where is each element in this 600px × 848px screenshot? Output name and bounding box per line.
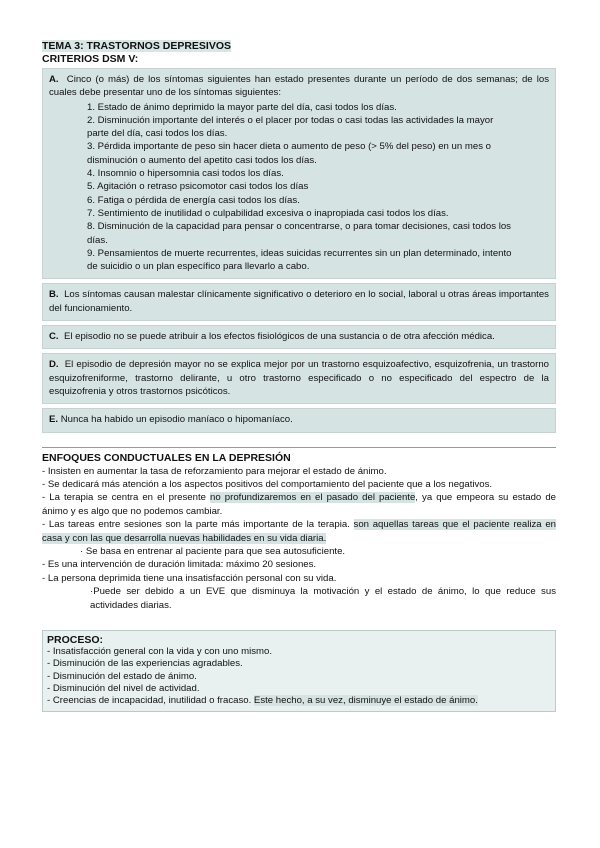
proceso-item: - Disminución del estado de ánimo. (47, 670, 197, 682)
proceso-text: - Creencias de incapacidad, inutilidad o fracaso. (47, 695, 254, 707)
proceso-item: - Disminución del nivel de actividad. (47, 682, 200, 694)
symptom-item: 3. Pérdida importante de peso sin hacer dieta o aumento de peso (> 5% del peso) en un mes o disminución o aumento del apetito casi todos los días. (87, 141, 491, 166)
symptom-item: 7. Sentimiento de inutilidad o culpabilidad excesiva o inapropiada casi todos los días. (87, 207, 449, 219)
criterion-b-letter: B. (49, 289, 59, 301)
criterion-d-text: El episodio de depresión mayor no se explica mejor por un trastorno esquizoafectivo, esquizofrenia, un trastorno esquizofreniforme, trastorno delirante, u otro trastorno especificado o no especificado del espectro de la esquizofrenia y otros trastornos psicóticos. (49, 359, 549, 397)
proceso-heading: PROCESO: (47, 634, 104, 646)
symptom-item: 4. Insomnio o hipersomnia casi todos los días. (87, 168, 284, 180)
criterion-c-letter: C. (49, 331, 59, 343)
proceso-item: - Disminución de las experiencias agradables. (47, 658, 243, 670)
enfoques-point (42, 518, 556, 545)
enfoques-text: - Las tareas entre sesiones son la parte más importante de la terapia. (42, 519, 354, 531)
criteria-heading: CRITERIOS DSM V: (42, 53, 139, 65)
enfoques-point: - Se dedicará más atención a los aspectos positivos del comportamiento del paciente que a los negativos. (42, 478, 493, 490)
symptom-item: 2. Disminución importante del interés o el placer por todas o casi todas las actividades la mayor parte del día, casi todos los días. (87, 114, 494, 140)
symptom-item: 1. Estado de ánimo deprimido la mayor parte del día, casi todos los días. (87, 101, 397, 113)
symptom-item: 5. Agitación o retraso psicomotor casi todos los días (87, 181, 309, 193)
criterion-c-text: El episodio no se puede atribuir a los efectos fisiológicos de una sustancia o de otra afección médica. (63, 331, 495, 343)
symptom-item: 9. Pensamientos de muerte recurrentes, ideas suicidas recurrentes sin un plan determinado, intento de suicidio o un plan específico para llevarlo a cabo. (87, 247, 512, 273)
criterion-b (42, 283, 556, 321)
criterion-b-text: Los síntomas causan malestar clínicamente significativo o deterioro en lo social, laboral u otras áreas importantes del funcionamiento. (49, 289, 549, 314)
proceso-box (42, 630, 556, 712)
criterion-a (42, 68, 556, 279)
criterion-d-letter: D. (49, 359, 59, 371)
criterion-e-text: Nunca ha habido un episodio maníaco o hipomaníaco. (60, 414, 293, 426)
criterion-a-letter: A. (49, 74, 59, 85)
enfoques-point: - Insisten en aumentar la tasa de reforzamiento para mejorar el estado de ánimo. (42, 465, 387, 477)
symptom-list (49, 101, 517, 274)
enfoques-subpoint: · Se basa en entrenar al paciente para que sea autosuficiente. (80, 545, 346, 557)
title-text: TEMA 3: TRASTORNOS DEPRESIVOS (42, 40, 232, 52)
criterion-e (42, 408, 556, 432)
enfoques-point: - La persona deprimida tiene una insatisfacción personal con su vida. (42, 572, 337, 584)
criterion-e-letter: E. (49, 414, 59, 426)
document-title (42, 40, 556, 53)
criterion-a-text: Cinco (o más) de los síntomas siguientes han estado presentes durante un período de dos semanas; de los cuales debe presentar uno de los síntomas siguientes: (49, 74, 549, 99)
symptom-item: 8. Disminución de la capacidad para pensar o concentrarse, o para tomar decisiones, casi todos los días. (87, 221, 511, 246)
proceso-item: - Insatisfacción general con la vida y con uno mismo. (47, 646, 273, 657)
enfoques-subpoint: ·Puede ser debido a un EVE que disminuya la motivación y el estado de ánimo, lo que reduce sus actividades diarias. (90, 586, 556, 611)
enfoques-point (42, 491, 556, 518)
highlighted-text: Este hecho, a su vez, disminuye el estado de ánimo. (253, 695, 478, 707)
criterion-a-intro (49, 73, 549, 100)
document-page (42, 40, 556, 712)
section-divider (42, 447, 556, 448)
proceso-item (47, 695, 551, 707)
enfoques-text: - La terapia se centra en el presente (42, 492, 211, 504)
criterion-c (42, 325, 556, 349)
highlighted-text: no profundizaremos en el pasado del paciente (210, 492, 416, 504)
enfoques-text: , ya que empeora su estado de ánimo y es algo que no podemos cambiar. (42, 492, 556, 517)
symptom-item: 6. Fatiga o pérdida de energía casi todos los días. (87, 194, 300, 206)
highlighted-text: son aquellas tareas que el paciente realiza en casa y con las que desarrolla nuevas habilidades en su vida diaria. (42, 519, 556, 544)
criterion-d (42, 353, 556, 404)
enfoques-point: - Es una intervención de duración limitada: máximo 20 sesiones. (42, 559, 317, 571)
enfoques-heading: ENFOQUES CONDUCTUALES EN LA DEPRESIÓN (42, 451, 291, 464)
